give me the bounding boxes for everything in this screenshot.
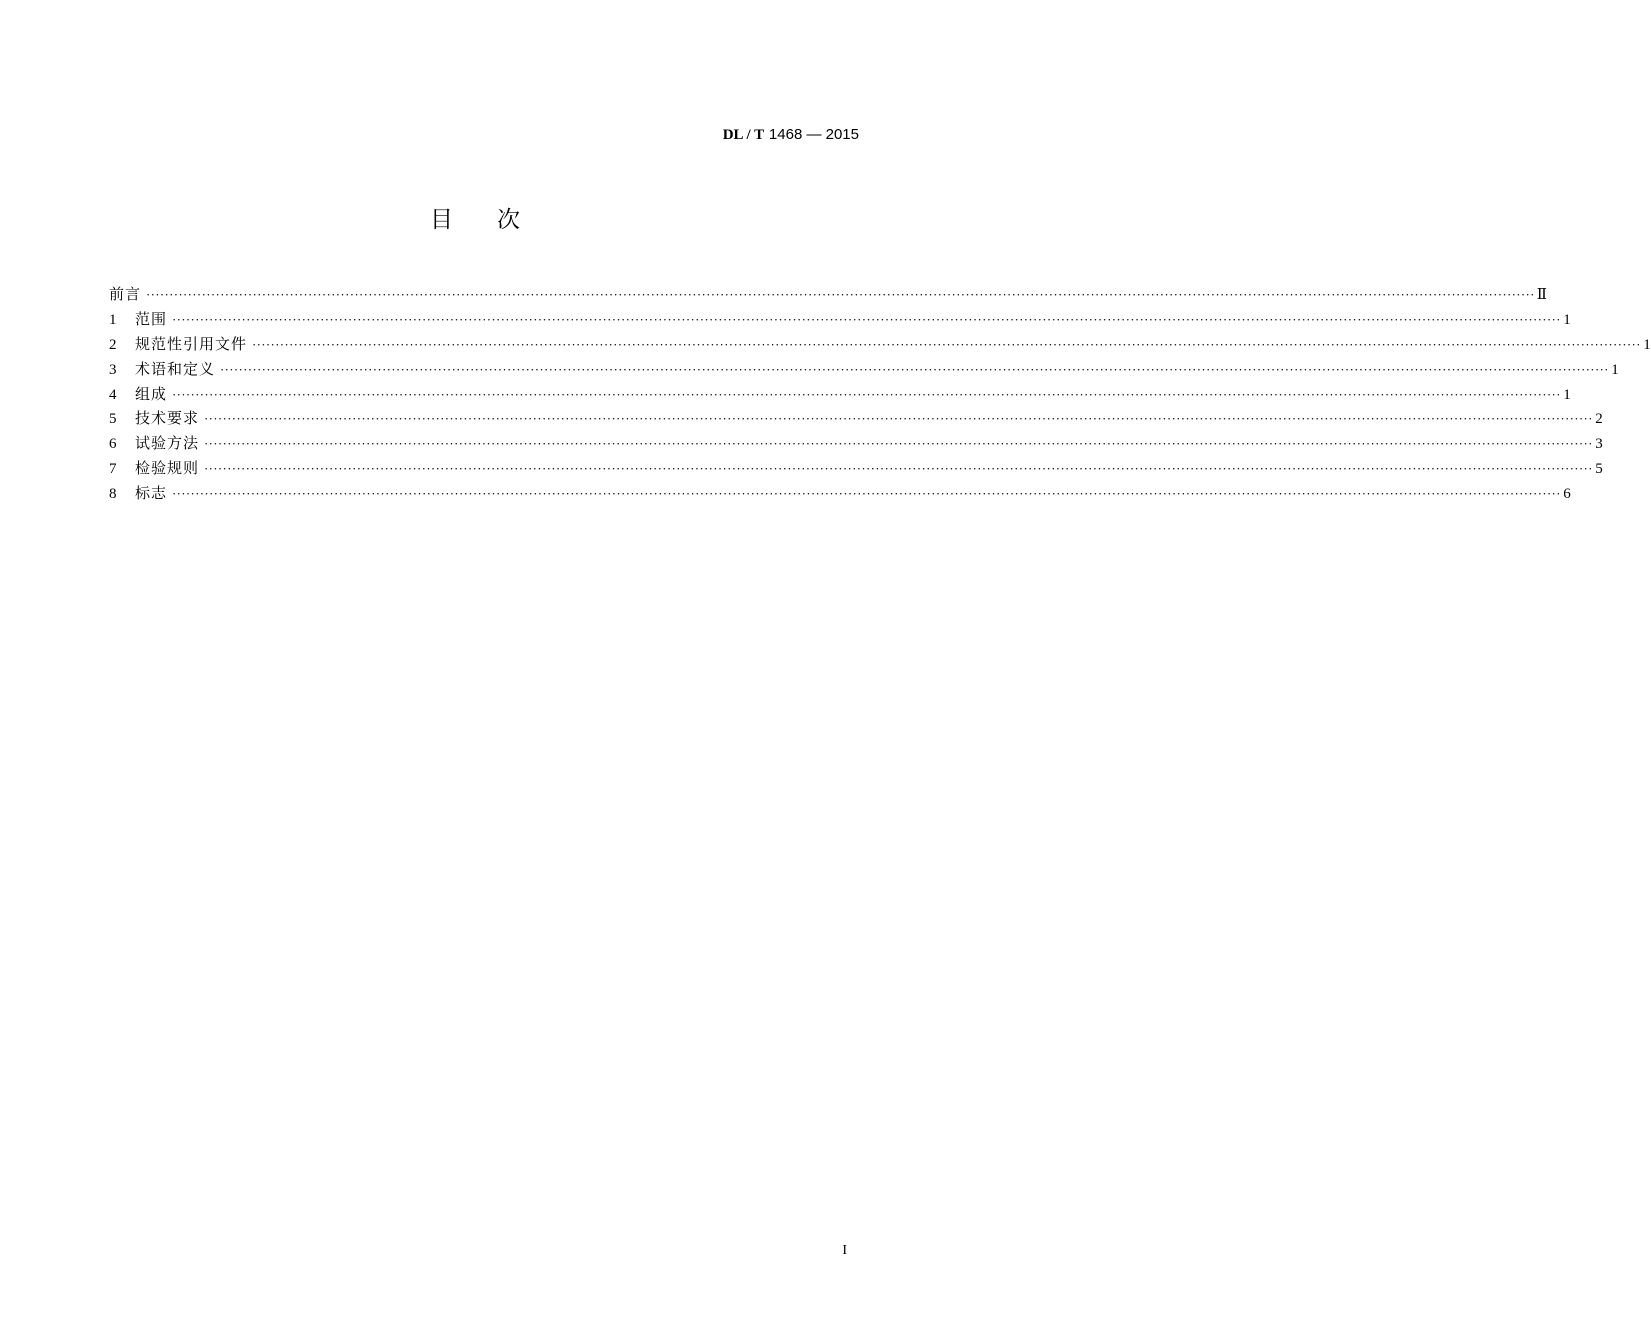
toc-leader-dots: ············································································································································································································································································································: [252, 336, 1641, 352]
toc-entry-label: 术语和定义: [135, 359, 216, 378]
page-title: 目次: [430, 207, 564, 233]
toc-leader-dots: ············································································································································································································································································································: [172, 486, 1561, 502]
toc-leader-dots: ············································································································································································································································································································: [204, 436, 1593, 452]
toc-leader-dots: ············································································································································································································································································································: [220, 361, 1609, 377]
toc-entry-label: 技术要求: [135, 409, 200, 428]
toc-entry-3[interactable]: [109, 357, 1619, 382]
toc-entry-label: 规范性引用文件: [135, 334, 248, 353]
toc-entry-8[interactable]: [109, 481, 1571, 506]
toc-leader-dots: ············································································································································································································································································································: [204, 461, 1593, 477]
toc-entry-number: 4: [109, 386, 117, 403]
toc-leader-dots: ············································································································································································································································································································: [172, 311, 1561, 327]
toc-entry-2[interactable]: [109, 332, 1651, 357]
standard-prefix: DL / T: [722, 127, 765, 143]
page-number: I: [842, 1243, 847, 1258]
toc-entry-number: 1: [109, 311, 117, 328]
toc-leader-dots: ············································································································································································································································································································: [204, 411, 1593, 427]
toc-leader-dots: ············································································································································································································································································································: [172, 386, 1561, 402]
toc-entry-page: 3: [1595, 436, 1603, 453]
toc-entry-6[interactable]: [109, 431, 1603, 456]
toc-entry-1[interactable]: [109, 307, 1571, 332]
toc-entry-label: 前言: [109, 285, 142, 303]
toc-entry-label: 组成: [135, 384, 168, 403]
toc-entry-label: 试验方法: [135, 434, 200, 453]
toc-entry-page: 6: [1563, 486, 1571, 503]
toc-entry-label: 标志: [135, 484, 168, 503]
toc-entry-foreword[interactable]: [109, 282, 1547, 307]
toc-entry-page: 2: [1595, 411, 1603, 428]
table-of-contents: [109, 282, 1651, 506]
toc-entry-label: 检验规则: [135, 459, 200, 478]
toc-entry-number: 2: [109, 336, 117, 353]
toc-entry-page: Ⅱ: [1536, 287, 1547, 303]
toc-entry-page: 1: [1611, 361, 1619, 378]
toc-entry-number: 5: [109, 411, 117, 428]
toc-entry-7[interactable]: [109, 456, 1603, 481]
standard-code: [723, 124, 859, 145]
toc-entry-page: 1: [1563, 386, 1571, 403]
toc-entry-number: 7: [109, 461, 117, 478]
standard-number: 1468 — 2015: [768, 126, 859, 143]
toc-entry-page: 5: [1595, 461, 1603, 478]
toc-entry-page: 1: [1643, 336, 1651, 353]
toc-entry-4[interactable]: [109, 382, 1571, 407]
toc-entry-number: 3: [109, 361, 117, 378]
toc-entry-number: 8: [109, 486, 117, 503]
toc-leader-dots: ············································································································································································································································································································: [146, 287, 1535, 302]
toc-entry-page: 1: [1563, 311, 1571, 328]
toc-entry-5[interactable]: [109, 406, 1603, 431]
toc-entry-label: 范围: [135, 309, 168, 328]
toc-entry-number: 6: [109, 436, 117, 453]
